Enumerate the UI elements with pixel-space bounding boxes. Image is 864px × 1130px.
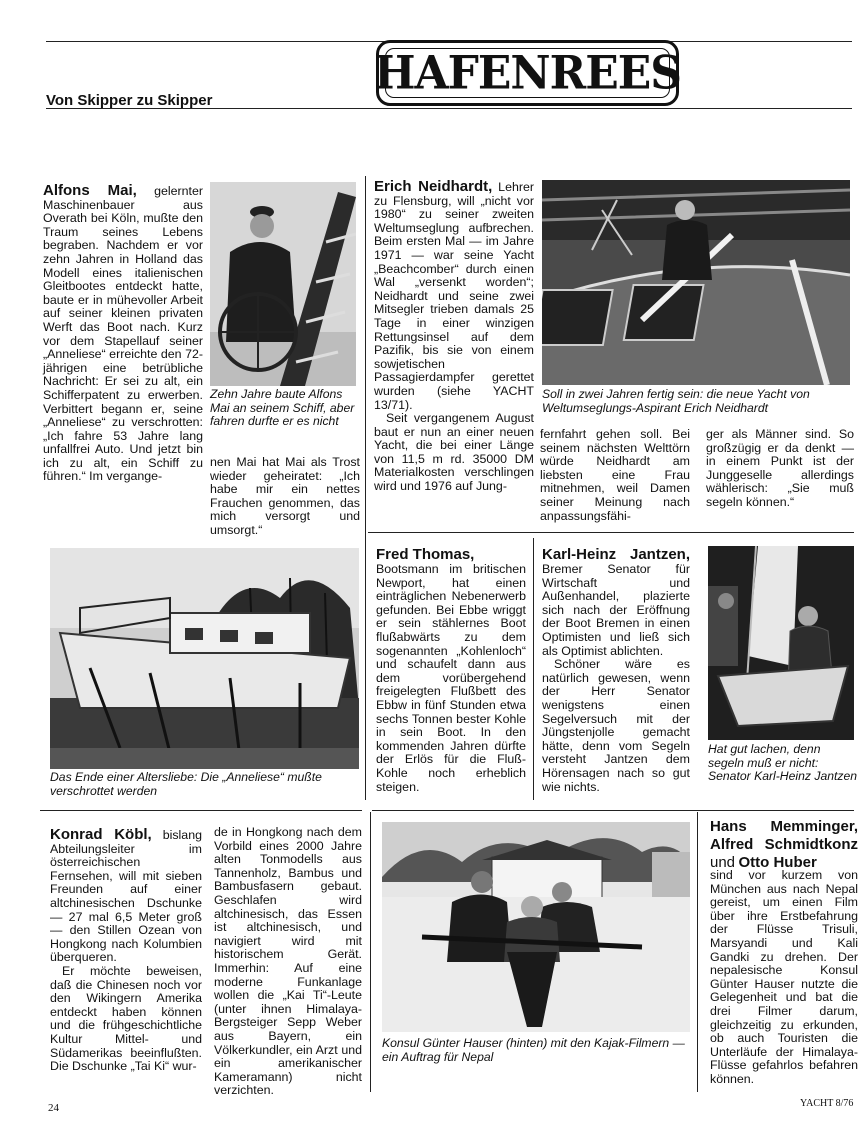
memminger-name-c: Otto Huber bbox=[738, 854, 817, 871]
neidhardt-text-3: fernfahrt gehen soll. Bei seinem nächsten Welttörn würde Neidhardt am liebsten eine Frau mitnehmen, weil Damen seiner Meinung nach anpassungsfähi- bbox=[540, 427, 690, 523]
kayak-filmers-photo bbox=[382, 822, 690, 1032]
jantzen-text-2: Schöner wäre es natürlich gewesen, wenn der Herr Senator wenigstens einen Segelversuch mit der Jüngstenjolle gemacht hätte, denn vom Segeln versteht Jantzen dem Hörensagen nach so gut wie nichts. bbox=[542, 657, 690, 794]
mai-photo-caption: Zehn Jahre baute Alfons Mai an seinem Schiff, aber fahren durfte er es nicht bbox=[210, 387, 355, 428]
magazine-issue: YACHT 8/76 bbox=[800, 1098, 854, 1109]
koebl-article-col1 bbox=[50, 828, 202, 1074]
neidhardt-article-col3 bbox=[706, 428, 854, 510]
thomas-text: Bootsmann im britischen Newport, hat einen einträglichen Nebenerwerb gefunden. Bei Ebbe wriggt er sein stählernes Boot flußabwärts zu dem sogenannten „Kohlenloch“ und schaufelt dann aus dem vorübergehend freigelegten Flußbett des Ebbw in fünf Stunden etwa sechs Tonnen bester Kohle in sein Boot. In den kommenden Jahren dürfte der Erlös für die Fluß-Kohle noch erheblich steigen. bbox=[376, 562, 526, 794]
memminger-article bbox=[710, 818, 858, 1087]
mai-photo bbox=[210, 182, 356, 386]
thomas-article bbox=[376, 546, 526, 794]
memminger-name-b: Alfred Schmidtkonz bbox=[710, 836, 858, 853]
neidhardt-photo-caption: Soll in zwei Jahren fertig sein: die neue Yacht von Weltumseglungs-Aspirant Erich Neidhardt bbox=[542, 387, 810, 415]
jantzen-article bbox=[542, 546, 690, 794]
neidhardt-article-col2 bbox=[540, 428, 690, 523]
neidhardt-name: Erich Neidhardt, bbox=[374, 178, 493, 195]
column-rule bbox=[365, 176, 366, 800]
section-title: Von Skipper zu Skipper bbox=[46, 92, 213, 109]
jantzen-photo bbox=[708, 546, 854, 740]
column-rule bbox=[370, 812, 371, 1092]
neidhardt-text-2: Seit vergangenem August baut er nun an einer neuen Yacht, die bei einer Länge von 11,5 m rd. 35000 DM Materialkosten verschlingen wird und 1976 auf Jung- bbox=[374, 411, 534, 494]
section-rule bbox=[40, 810, 362, 811]
koebl-article-col2 bbox=[214, 826, 362, 1098]
koebl-text-3: de in Hongkong nach dem Vorbild eines 2000 Jahre alten Tonmodells aus Tannenholz, Bambus und Bambusfasern gebaut. Geschlafen wird altchinesisch, das Essen ist altchinesisch, und navigiert wird mit historischem Gerät. Immerhin: Auf eine moderne Funkanlage wollen die „Kai Ti“-Leute (unter ihnen Himalaya-Bergsteiger Sepp Weber aus Bayern, ein Völkerkundler, ein Arzt und ein amerikanischer Kameramann) nicht verzichten. bbox=[214, 825, 362, 1098]
memminger-name-a: Hans Memminger, bbox=[710, 818, 858, 835]
koebl-text-1: bislang Abteilungsleiter im österreichischen Fernsehen, will mit sieben Freunden auf einer altchinesischen Dschunke — 27 mal 6,5 Meter groß — den Stillen Ozean von Hongkong nach Kolumbien überqueren. bbox=[50, 828, 202, 965]
koebl-name: Konrad Köbl, bbox=[50, 826, 152, 843]
mai-name: Alfons Mai, bbox=[43, 182, 137, 199]
mai-text-1: gelernter Maschinenbauer aus Overath bei Köln, mußte den Traum seines Lebens begraben. Nachdem er vor zehn Jahren in Holland das Modell eines italienischen Gleitbootes entdeckt hatte, baute er in mühevoller Arbeit auf seiner kleinen privaten Werft das Boot nach. Kurz vor dem Stapellauf seiner „Anneliese“ erreichte den 72-jährigen eine betrübliche Nachricht: Er sei zu alt, ein Schifferpatent zu erwerben. Verbittert begann er, seine „Anneliese“ zu verschrotten: „Ich fahre 53 Jahre lang unfallfrei Auto. Und jetzt bin ich zu alt, ein Schiff zu führen.“ Im vergange- bbox=[43, 184, 203, 484]
memminger-text: sind vor kurzem von München aus nach Nepal gereist, um einen Film über ihre Erstbefahrung der Flüsse Trisuli, Marsyandi und Kali Gandki zu drehen. Der nepalesische Konsul Günter Hauser nutzte die Gelegenheit und bat die drei Filmer darum, gleichzeitig zu erkunden, ob auch Touristen die Unterläufe der Himalaya-Flüsse gefahrlos befahren können. bbox=[710, 868, 858, 1086]
column-rule bbox=[533, 538, 534, 800]
jantzen-text-1: Bremer Senator für Wirtschaft und Außenhandel, plazierte sich nach der Eröffnung der Boot Bremen in einen Optimisten und ließ sich als Optimist ablichten. bbox=[542, 562, 690, 658]
mai-text-2: nen Mai hat Mai als Trost wieder geheiratet: „Ich habe mir ein nettes Frauchen genommen, das mich versorgt und umsorgt.“ bbox=[210, 455, 360, 537]
neidhardt-text-1: Lehrer zu Flensburg, will „nicht vor 1980“ zu seiner zweiten Weltumseglung aufbrechen. Beim ersten Mal — im Jahre 1971 — war seine Yacht „Beachcomber“ durch einen Wal „versenkt worden“; Neidhardt und seine zwei Mitsegler trieben damals 25 Tage in einer winzigen Rettungsinsel auf dem Pazifik, bis sie von einem sowjetischen Passagierdampfer gerettet wurden (siehe YACHT 13/71). bbox=[374, 180, 534, 412]
page-number: 24 bbox=[48, 1102, 59, 1114]
logo-text: HAFENREES bbox=[373, 46, 682, 100]
mai-article-col1 bbox=[43, 184, 203, 484]
section-rule bbox=[368, 532, 854, 533]
hafenrees-logo bbox=[373, 40, 682, 106]
jantzen-photo-caption: Hat gut lachen, denn segeln muß er nicht: Senator Karl-Heinz Jantzen bbox=[708, 742, 858, 783]
neidhardt-article-col1 bbox=[374, 180, 534, 494]
jantzen-name: Karl-Heinz Jantzen, bbox=[542, 546, 690, 563]
memminger-und: und bbox=[710, 854, 736, 871]
kayak-photo-caption: Konsul Günter Hauser (hinten) mit den Kajak-Filmern — ein Auftrag für Nepal bbox=[382, 1036, 685, 1064]
column-rule bbox=[697, 812, 698, 1092]
neidhardt-text-4: ger als Männer sind. So großzügig er da denkt — in einem Punkt ist der Junggeselle allerdings wählerisch: „Sie muß segeln können.“ bbox=[706, 427, 854, 509]
thomas-name: Fred Thomas, bbox=[376, 546, 475, 563]
mai-article-col2 bbox=[210, 456, 360, 538]
anneliese-boat-photo bbox=[50, 548, 359, 769]
section-rule bbox=[372, 810, 854, 811]
neidhardt-yacht-photo bbox=[542, 180, 850, 385]
koebl-text-2: Er möchte beweisen, daß die Chinesen noch vor den Wikingern Amerika entdeckt haben können und die frühgeschichtliche Kultur Mittel- und Südamerikas beeinflußten. Die Dschunke „Tai Ki“ wur- bbox=[50, 963, 202, 1074]
anneliese-caption: Das Ende einer Altersliebe: Die „Anneliese“ mußte verschrottet werden bbox=[50, 770, 322, 798]
